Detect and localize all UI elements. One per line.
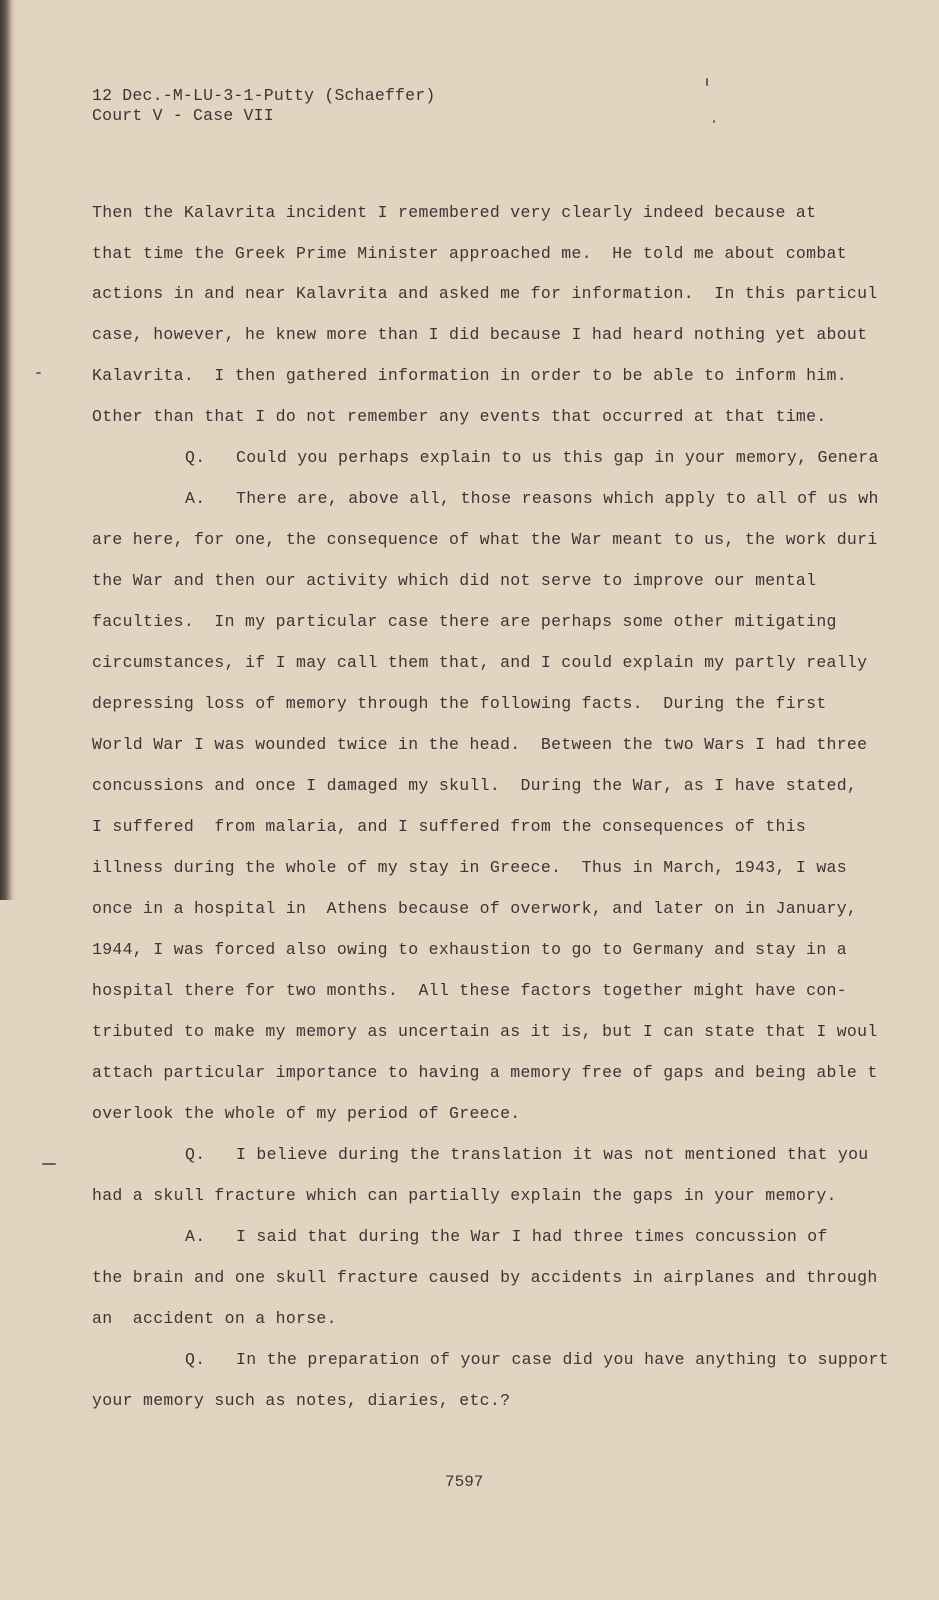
body-line: illness during the whole of my stay in Greece. Thus in March, 1943, I was — [92, 858, 847, 877]
body-line: tributed to make my memory as uncertain as it is, but I can state that I woul — [92, 1022, 878, 1041]
body-line: I suffered from malaria, and I suffered from the consequences of this — [92, 817, 807, 836]
document-header — [92, 86, 435, 126]
body-line: are here, for one, the consequence of what the War meant to us, the work duri — [92, 530, 878, 549]
body-line: Then the Kalavrita incident I remembered very clearly indeed because at — [92, 203, 817, 222]
body-line: Q. I believe during the translation it was not mentioned that you — [185, 1145, 869, 1164]
body-line: Kalavrita. I then gathered information in order to be able to inform him. — [92, 366, 847, 385]
body-line: depressing loss of memory through the following facts. During the first — [92, 694, 827, 713]
body-line: A. There are, above all, those reasons which apply to all of us wh — [185, 489, 879, 508]
body-line: Other than that I do not remember any events that occurred at that time. — [92, 407, 827, 426]
paper-speck — [36, 372, 41, 374]
body-line: concussions and once I damaged my skull. During the War, as I have stated, — [92, 776, 858, 795]
body-line: once in a hospital in Athens because of overwork, and later on in January, — [92, 899, 858, 918]
page-number: 7597 — [445, 1473, 484, 1491]
body-line: your memory such as notes, diaries, etc.? — [92, 1391, 511, 1410]
body-line: A. I said that during the War I had three times concussion of — [185, 1227, 828, 1246]
body-line: case, however, he knew more than I did because I had heard nothing yet about — [92, 325, 868, 344]
body-line: had a skull fracture which can partially explain the gaps in your memory. — [92, 1186, 837, 1205]
body-line: the brain and one skull fracture caused by accidents in airplanes and through — [92, 1268, 878, 1287]
body-line: hospital there for two months. All these factors together might have con- — [92, 981, 847, 1000]
body-line: overlook the whole of my period of Greece. — [92, 1104, 521, 1123]
paper-speck — [706, 78, 708, 86]
body-line: Q. Could you perhaps explain to us this gap in your memory, Genera — [185, 448, 879, 467]
header-line-1: 12 Dec.-M-LU-3-1-Putty (Schaeffer) — [92, 86, 436, 105]
paper-speck — [42, 1163, 56, 1165]
body-line: World War I was wounded twice in the head. Between the two Wars I had three — [92, 735, 868, 754]
body-line: an accident on a horse. — [92, 1309, 337, 1328]
body-line: Q. In the preparation of your case did you have anything to support — [185, 1350, 889, 1369]
body-line: faculties. In my particular case there are perhaps some other mitigating — [92, 612, 837, 631]
body-line: actions in and near Kalavrita and asked me for information. In this particul — [92, 284, 878, 303]
body-line: that time the Greek Prime Minister approached me. He told me about combat — [92, 244, 847, 263]
body-line: attach particular importance to having a memory free of gaps and being able t — [92, 1063, 878, 1082]
body-line: 1944, I was forced also owing to exhaustion to go to Germany and stay in a — [92, 940, 847, 959]
body-line: the War and then our activity which did not serve to improve our mental — [92, 571, 817, 590]
body-line: circumstances, if I may call them that, and I could explain my partly really — [92, 653, 868, 672]
torn-left-edge — [0, 0, 16, 900]
header-line-2: Court V - Case VII — [92, 106, 274, 125]
paper-speck — [713, 120, 715, 123]
